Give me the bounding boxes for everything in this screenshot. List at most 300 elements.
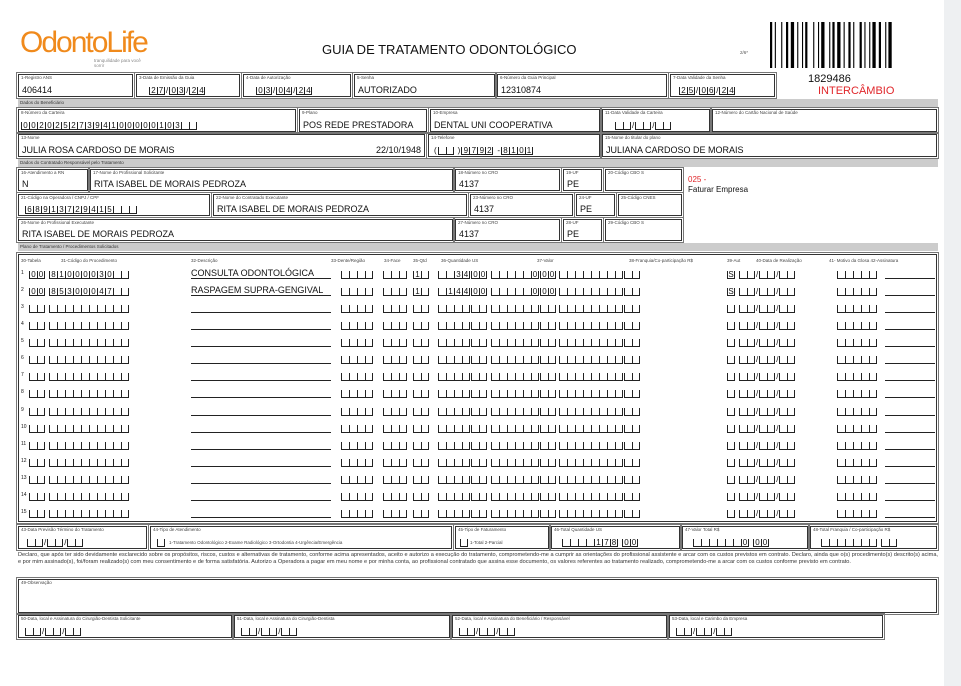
valor-dec-field[interactable] [540,388,556,398]
descricao-field[interactable] [191,473,331,484]
titular-plano[interactable] [602,134,937,157]
assinatura-solicitante-date[interactable] [25,626,81,636]
codigo-field[interactable] [49,474,129,484]
valor-dec-field[interactable] [540,406,556,416]
assinatura-line[interactable] [885,423,935,433]
assinatura-beneficiario-date[interactable] [459,626,515,636]
valor-dec-field[interactable] [540,371,556,381]
aut-field[interactable] [727,320,735,330]
codigo-field[interactable] [49,303,129,313]
valor-int-field[interactable] [491,269,539,279]
face-field[interactable] [383,286,407,296]
data-realizacao-field[interactable] [739,269,795,279]
us-int-field[interactable] [438,337,470,347]
tabela-field[interactable] [29,371,45,381]
glosa-field[interactable] [837,337,877,347]
us-dec-field[interactable] [471,423,487,433]
glosa-field[interactable] [837,491,877,501]
valor-dec-field[interactable] [540,457,556,467]
assinatura-line[interactable] [885,508,935,518]
valor-dec-field[interactable] [540,474,556,484]
qtd-field[interactable] [413,337,429,347]
us-int-field[interactable] [438,269,470,279]
franquia-int-field[interactable] [559,269,623,279]
franquia-int-field[interactable] [559,354,623,364]
codigo-field[interactable] [49,269,129,279]
franquia-int-field[interactable] [559,491,623,501]
us-dec-field[interactable] [471,354,487,364]
aut-field[interactable] [727,508,735,518]
valor-int-field[interactable] [491,491,539,501]
aut-field[interactable] [727,303,735,313]
codigo-field[interactable] [49,354,129,364]
descricao-field[interactable] [191,422,331,433]
cro-executante[interactable] [470,194,573,216]
glosa-field[interactable] [837,388,877,398]
franquia-dec-field[interactable] [624,337,640,347]
uf-profissional[interactable] [563,219,602,241]
cbos-profissional[interactable] [605,219,682,241]
data-previsao-comb[interactable] [27,537,83,547]
assinatura-cirurgiao[interactable] [234,615,450,638]
tipo-atendimento[interactable] [150,526,452,549]
table-row[interactable] [19,318,934,332]
valor-int-field[interactable] [491,457,539,467]
assinatura-cirurgiao-date[interactable] [241,626,297,636]
total-franquia-int[interactable] [821,537,877,547]
telefone-comb[interactable] [433,145,536,155]
valor-dec-field[interactable] [540,269,556,279]
us-int-field[interactable] [438,371,470,381]
franquia-int-field[interactable] [559,423,623,433]
data-realizacao-field[interactable] [739,508,795,518]
aut-field[interactable] [727,269,735,279]
numero-carteira-comb[interactable] [21,120,197,130]
data-emissao-comb[interactable] [149,85,205,95]
dente-field[interactable] [341,320,373,330]
face-field[interactable] [383,388,407,398]
dente-field[interactable] [341,286,373,296]
us-int-field[interactable] [438,474,470,484]
codigo-field[interactable] [49,388,129,398]
valor-int-field[interactable] [491,354,539,364]
glosa-field[interactable] [837,320,877,330]
total-us[interactable] [551,526,680,549]
franquia-int-field[interactable] [559,371,623,381]
table-row[interactable] [19,506,934,520]
validade-carteira[interactable] [602,109,710,132]
observacao[interactable] [18,579,937,613]
us-dec-field[interactable] [471,508,487,518]
tabela-field[interactable] [29,354,45,364]
face-field[interactable] [383,371,407,381]
aut-field[interactable] [727,354,735,364]
franquia-dec-field[interactable] [624,457,640,467]
table-row[interactable] [19,284,934,298]
us-dec-field[interactable] [471,457,487,467]
codigo-field[interactable] [49,286,129,296]
assinatura-solicitante[interactable] [18,615,232,638]
valor-int-field[interactable] [491,371,539,381]
qtd-field[interactable] [413,286,429,296]
franquia-int-field[interactable] [559,508,623,518]
us-int-field[interactable] [438,388,470,398]
glosa-field[interactable] [837,474,877,484]
franquia-int-field[interactable] [559,286,623,296]
tabela-field[interactable] [29,320,45,330]
franquia-int-field[interactable] [559,457,623,467]
dente-field[interactable] [341,457,373,467]
franquia-dec-field[interactable] [624,508,640,518]
dente-field[interactable] [341,337,373,347]
dente-field[interactable] [341,371,373,381]
contratado-executante[interactable] [213,194,467,216]
us-int-field[interactable] [438,423,470,433]
face-field[interactable] [383,508,407,518]
us-int-field[interactable] [438,508,470,518]
qtd-field[interactable] [413,508,429,518]
table-row[interactable] [19,472,934,486]
franquia-int-field[interactable] [559,388,623,398]
franquia-dec-field[interactable] [624,474,640,484]
us-dec-field[interactable] [471,269,487,279]
aut-field[interactable] [727,371,735,381]
data-realizacao-field[interactable] [739,303,795,313]
face-field[interactable] [383,440,407,450]
franquia-dec-field[interactable] [624,354,640,364]
valor-int-field[interactable] [491,320,539,330]
table-row[interactable] [19,438,934,452]
valor-dec-field[interactable] [540,508,556,518]
cro-profissional[interactable] [455,219,560,241]
cnes[interactable] [618,194,682,216]
franquia-int-field[interactable] [559,337,623,347]
numero-carteira[interactable] [18,109,296,132]
empresa[interactable] [430,109,600,132]
valor-int-field[interactable] [491,388,539,398]
descricao-field[interactable] [191,507,331,518]
franquia-dec-field[interactable] [624,320,640,330]
data-realizacao-field[interactable] [739,491,795,501]
cbos-solicitante[interactable] [605,169,682,191]
profissional-executante[interactable] [18,219,453,241]
data-autorizacao[interactable] [243,74,351,97]
data-realizacao-field[interactable] [739,406,795,416]
franquia-dec-field[interactable] [624,423,640,433]
descricao-field[interactable] [191,319,331,330]
tabela-field[interactable] [29,286,45,296]
us-dec-field[interactable] [471,440,487,450]
valor-int-field[interactable] [491,508,539,518]
tabela-field[interactable] [29,457,45,467]
aut-field[interactable] [727,491,735,501]
glosa-field[interactable] [837,269,877,279]
assinatura-line[interactable] [885,491,935,501]
assinatura-line[interactable] [885,354,935,364]
franquia-int-field[interactable] [559,303,623,313]
table-row[interactable] [19,352,934,366]
descricao-field[interactable] [191,353,331,364]
codigo-field[interactable] [49,423,129,433]
us-dec-field[interactable] [471,491,487,501]
tipo-faturamento-field[interactable] [460,537,468,547]
franquia-dec-field[interactable] [624,303,640,313]
qtd-field[interactable] [413,303,429,313]
glosa-field[interactable] [837,440,877,450]
descricao-field[interactable] [191,336,331,347]
tabela-field[interactable] [29,303,45,313]
codigo-field[interactable] [49,508,129,518]
valor-int-field[interactable] [491,303,539,313]
glosa-field[interactable] [837,423,877,433]
valor-dec-field[interactable] [540,286,556,296]
carimbo-empresa-date[interactable] [676,626,732,636]
assinatura-line[interactable] [885,320,935,330]
qtd-field[interactable] [413,457,429,467]
aut-field[interactable] [727,388,735,398]
dente-field[interactable] [341,440,373,450]
valor-dec-field[interactable] [540,337,556,347]
descricao-field[interactable]: RASPAGEM SUPRA-GENGIVAL [191,285,331,296]
dente-field[interactable] [341,491,373,501]
franquia-dec-field[interactable] [624,371,640,381]
dente-field[interactable] [341,406,373,416]
plano[interactable] [299,109,427,132]
us-int-field[interactable] [438,457,470,467]
valor-dec-field[interactable] [540,354,556,364]
franquia-int-field[interactable] [559,406,623,416]
dente-field[interactable] [341,354,373,364]
total-us-int[interactable] [562,537,618,547]
glosa-field[interactable] [837,406,877,416]
us-int-field[interactable] [438,303,470,313]
data-realizacao-field[interactable] [739,354,795,364]
aut-field[interactable] [727,474,735,484]
data-realizacao-field[interactable] [739,440,795,450]
data-validade-senha[interactable] [670,74,775,97]
codigo-field[interactable] [49,457,129,467]
franquia-dec-field[interactable] [624,406,640,416]
descricao-field[interactable] [191,370,331,381]
table-row[interactable] [19,386,934,400]
tipo-faturamento[interactable] [455,526,549,549]
qtd-field[interactable] [413,423,429,433]
franquia-int-field[interactable] [559,320,623,330]
telefone[interactable] [428,134,600,157]
valor-dec-field[interactable] [540,423,556,433]
face-field[interactable] [383,491,407,501]
face-field[interactable] [383,406,407,416]
valor-dec-field[interactable] [540,303,556,313]
aut-field[interactable] [727,457,735,467]
valor-int-field[interactable] [491,474,539,484]
valor-total-int[interactable] [693,537,749,547]
qtd-field[interactable] [413,388,429,398]
aut-field[interactable] [727,423,735,433]
descricao-field[interactable] [191,439,331,450]
profissional-solicitante[interactable] [90,169,453,191]
nome-beneficiario[interactable] [18,134,425,157]
us-dec-field[interactable] [471,320,487,330]
valor-total-dec[interactable] [753,537,769,547]
us-dec-field[interactable] [471,371,487,381]
descricao-field[interactable] [191,405,331,416]
codigo-field[interactable] [49,491,129,501]
face-field[interactable] [383,423,407,433]
assinatura-line[interactable] [885,337,935,347]
data-realizacao-field[interactable] [739,457,795,467]
aut-field[interactable] [727,286,735,296]
validade-carteira-comb[interactable] [615,120,671,130]
aut-field[interactable] [727,406,735,416]
valor-dec-field[interactable] [540,320,556,330]
dente-field[interactable] [341,474,373,484]
us-dec-field[interactable] [471,286,487,296]
descricao-field[interactable] [191,387,331,398]
valor-int-field[interactable] [491,337,539,347]
valor-int-field[interactable] [491,423,539,433]
descricao-field[interactable] [191,490,331,501]
codigo-field[interactable] [49,320,129,330]
codigo-field[interactable] [49,371,129,381]
dente-field[interactable] [341,423,373,433]
tabela-field[interactable] [29,406,45,416]
data-autorizacao-comb[interactable] [256,85,312,95]
assinatura-line[interactable] [885,303,935,313]
qtd-field[interactable] [413,474,429,484]
uf-executante[interactable] [576,194,615,216]
codigo-field[interactable] [49,440,129,450]
face-field[interactable] [383,337,407,347]
franquia-dec-field[interactable] [624,388,640,398]
codigo-operadora-comb[interactable] [25,204,137,214]
us-dec-field[interactable] [471,337,487,347]
data-realizacao-field[interactable] [739,388,795,398]
table-row[interactable] [19,455,934,469]
senha[interactable] [354,74,495,97]
assinatura-line[interactable] [885,371,935,381]
dente-field[interactable] [341,269,373,279]
registro-ans[interactable] [18,74,133,97]
data-realizacao-field[interactable] [739,371,795,381]
carimbo-empresa[interactable] [669,615,883,638]
table-row[interactable] [19,489,934,503]
franquia-int-field[interactable] [559,474,623,484]
valor-dec-field[interactable] [540,491,556,501]
face-field[interactable] [383,457,407,467]
glosa-field[interactable] [837,354,877,364]
tabela-field[interactable] [29,491,45,501]
tabela-field[interactable] [29,269,45,279]
dente-field[interactable] [341,388,373,398]
us-int-field[interactable] [438,354,470,364]
data-emissao[interactable] [136,74,240,97]
table-row[interactable] [19,421,934,435]
glosa-field[interactable] [837,303,877,313]
us-dec-field[interactable] [471,303,487,313]
glosa-field[interactable] [837,457,877,467]
us-int-field[interactable] [438,406,470,416]
face-field[interactable] [383,320,407,330]
tabela-field[interactable] [29,423,45,433]
total-us-dec[interactable] [622,537,638,547]
us-int-field[interactable] [438,286,470,296]
assinatura-line[interactable] [885,388,935,398]
table-row[interactable] [19,267,934,281]
data-realizacao-field[interactable] [739,337,795,347]
assinatura-line[interactable] [885,457,935,467]
us-dec-field[interactable] [471,388,487,398]
data-validade-senha-comb[interactable] [679,85,735,95]
assinatura-line[interactable] [885,269,935,279]
uf-solicitante[interactable] [563,169,602,191]
franquia-dec-field[interactable] [624,286,640,296]
data-realizacao-field[interactable] [739,320,795,330]
qtd-field[interactable] [413,320,429,330]
qtd-field[interactable] [413,491,429,501]
tipo-atendimento-field[interactable] [157,537,165,547]
assinatura-line[interactable] [885,474,935,484]
viewer-scroll-area[interactable] [944,0,961,686]
codigo-operadora[interactable] [18,194,210,216]
us-dec-field[interactable] [471,474,487,484]
assinatura-line[interactable] [885,440,935,450]
cro-solicitante[interactable] [455,169,560,191]
table-row[interactable] [19,301,934,315]
dente-field[interactable] [341,508,373,518]
tabela-field[interactable] [29,337,45,347]
qtd-field[interactable] [413,371,429,381]
guia-principal[interactable] [497,74,667,97]
valor-int-field[interactable] [491,406,539,416]
aut-field[interactable] [727,337,735,347]
dente-field[interactable] [341,303,373,313]
face-field[interactable] [383,354,407,364]
face-field[interactable] [383,269,407,279]
tabela-field[interactable] [29,508,45,518]
assinatura-line[interactable] [885,406,935,416]
table-row[interactable] [19,404,934,418]
data-realizacao-field[interactable] [739,423,795,433]
glosa-field[interactable] [837,508,877,518]
codigo-field[interactable] [49,406,129,416]
valor-dec-field[interactable] [540,440,556,450]
data-previsao-termino[interactable] [18,526,147,549]
tabela-field[interactable] [29,388,45,398]
qtd-field[interactable] [413,269,429,279]
tabela-field[interactable] [29,440,45,450]
table-row[interactable] [19,335,934,349]
cartao-nacional-saude[interactable] [712,109,937,132]
franquia-dec-field[interactable] [624,269,640,279]
atendimento-rn[interactable] [18,169,88,191]
us-int-field[interactable] [438,320,470,330]
face-field[interactable] [383,474,407,484]
descricao-field[interactable]: CONSULTA ODONTOLÓGICA [191,268,331,279]
franquia-dec-field[interactable] [624,491,640,501]
us-int-field[interactable] [438,491,470,501]
table-row[interactable] [19,369,934,383]
franquia-int-field[interactable] [559,440,623,450]
qtd-field[interactable] [413,354,429,364]
valor-int-field[interactable] [491,440,539,450]
assinatura-line[interactable] [885,286,935,296]
codigo-field[interactable] [49,337,129,347]
qtd-field[interactable] [413,440,429,450]
face-field[interactable] [383,303,407,313]
data-realizacao-field[interactable] [739,474,795,484]
valor-int-field[interactable] [491,286,539,296]
